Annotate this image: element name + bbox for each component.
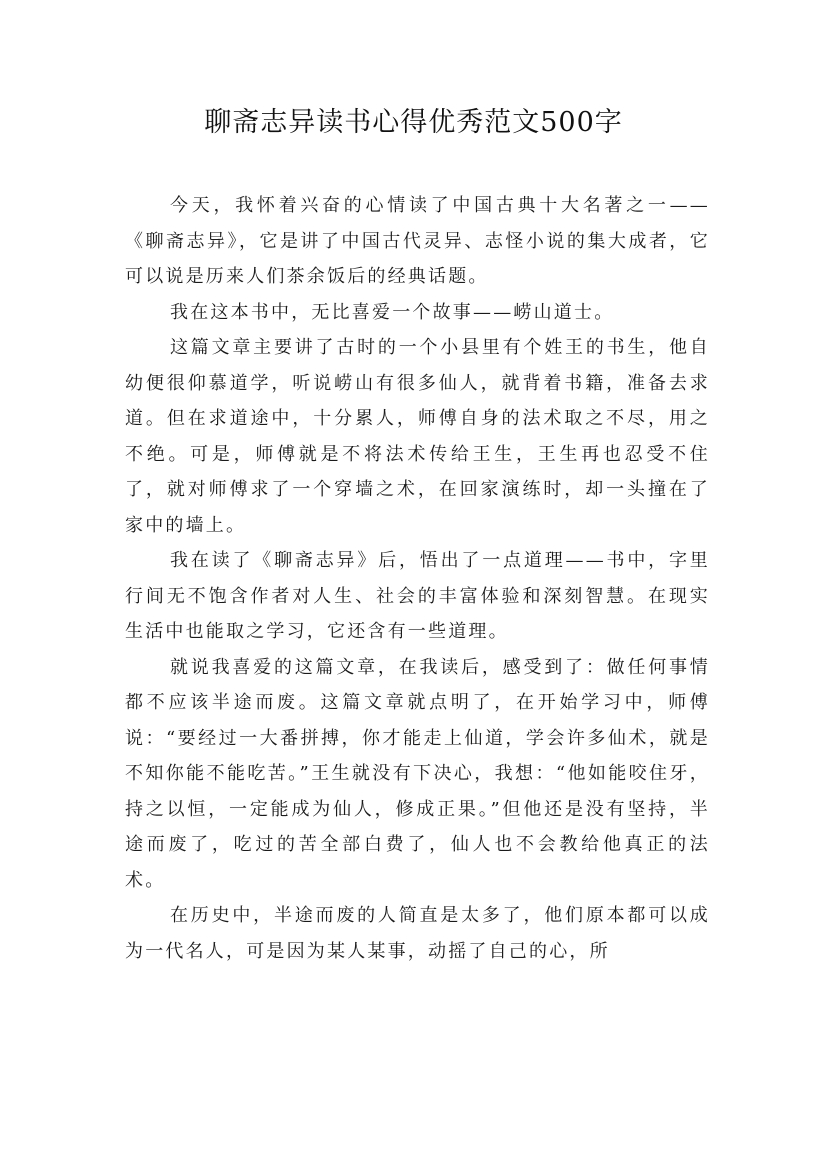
paragraph-lesson: 我在读了《聊斋志异》后，悟出了一点道理——书中，字里行间无不饱含作者对人生、社会的丰富体验和深刻智慧。在现实生活中也能取之学习，它还含有一些道理。 xyxy=(125,550,710,642)
document-body xyxy=(125,188,710,969)
paragraph-favorite-story: 我在这本书中，无比喜爱一个故事——崂山道士。 xyxy=(170,301,615,323)
paragraph-story-summary: 这篇文章主要讲了古时的一个小县里有个姓王的书生，他自幼便很仰慕道学，听说崂山有很多仙人，就背着书籍，准备去求道。但在求道途中，十分累人，师傅自身的法术取之不尽，用之不绝。可是，师傅就是不将法术传给王生，王生再也忍受不住了，就对师傅求了一个穿墙之术，在回家演练时，却一头撞在了家中的墙上。 xyxy=(125,337,710,536)
document-title: 聊斋志异读书心得优秀范文500字 xyxy=(204,107,623,138)
paragraph-intro: 今天，我怀着兴奋的心情读了中国古典十大名著之一——《聊斋志异》，它是讲了中国古代灵异、志怪小说的集大成者，它可以说是历来人们茶余饭后的经典话题。 xyxy=(125,195,710,287)
paragraph-history: 在历史中，半途而废的人简直是太多了，他们原本都可以成为一代名人，可是因为某人某事，动摇了自己的心，所 xyxy=(125,905,710,962)
paragraph-reflection: 就说我喜爱的这篇文章，在我读后，感受到了：做任何事情都不应该半途而废。这篇文章就点明了，在开始学习中，师傅说：“要经过一大番拼搏，你才能走上仙道，学会许多仙术，就是不知你能不能吃苦。”王生就没有下决心，我想：“他如能咬住牙，持之以恒，一定能成为仙人，修成正果。”但他还是没有坚持，半途而废了，吃过的苦全部白费了，仙人也不会教给他真正的法术。 xyxy=(125,656,710,891)
